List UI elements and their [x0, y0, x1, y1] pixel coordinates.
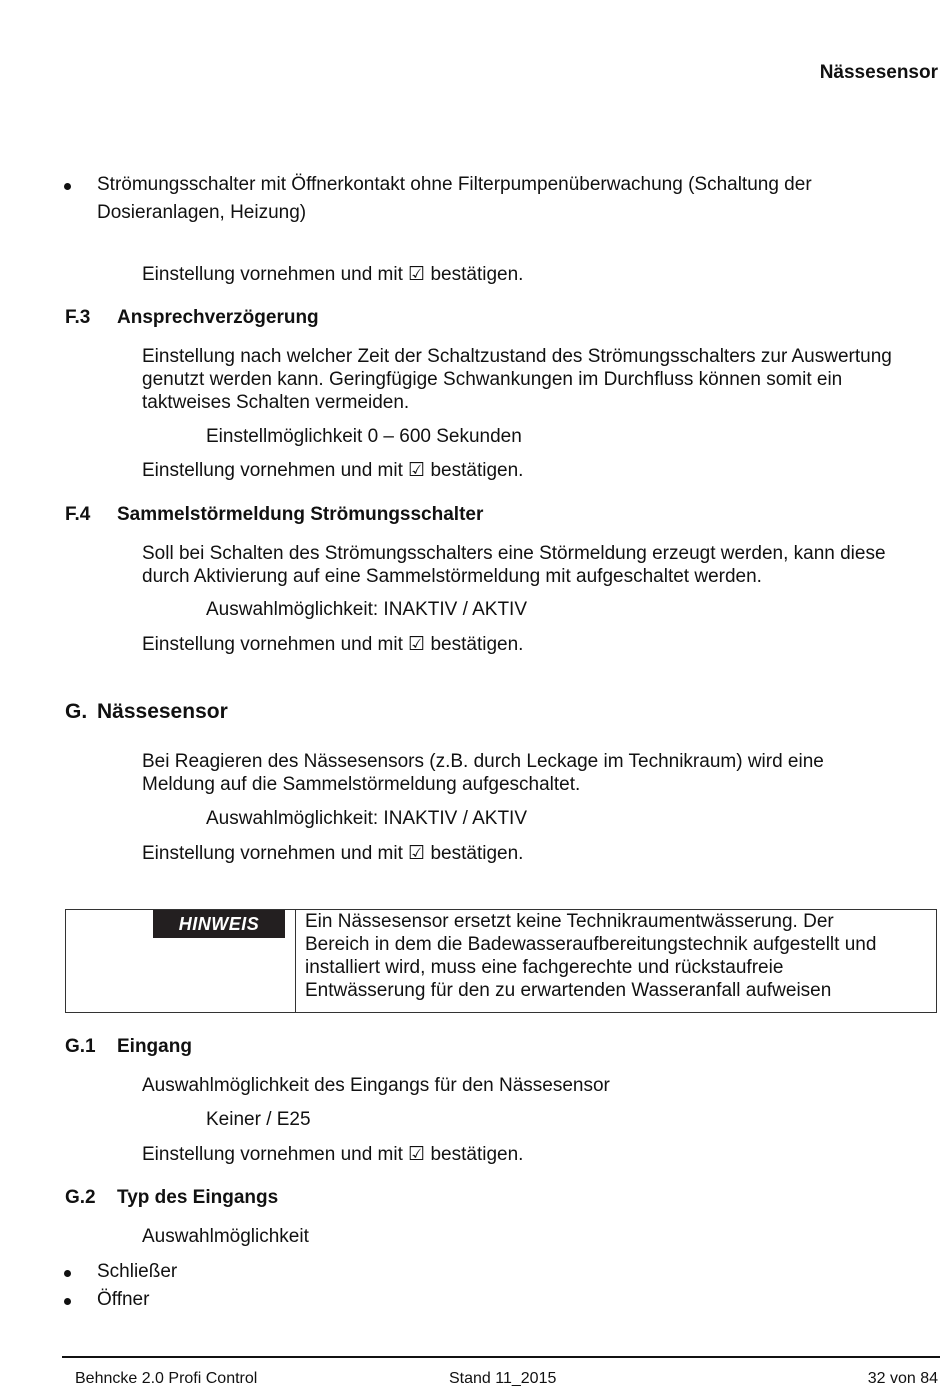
- g2-bullet-item: Öffner: [97, 1289, 150, 1310]
- g-option: Auswahlmöglichkeit: INAKTIV / AKTIV: [206, 808, 528, 829]
- g-text-line1: Bei Reagieren des Nässesensors (z.B. durch Leckage im Technikraum) wird eine: [142, 751, 824, 772]
- f3-title: Ansprechverzögerung: [117, 307, 319, 328]
- f3-option: Einstellmöglichkeit 0 – 600 Sekunden: [206, 426, 522, 447]
- f3-text-line2: genutzt werden kann. Geringfügige Schwankungen im Durchfluss können somit ein: [142, 369, 843, 390]
- intro-confirm: Einstellung vornehmen und mit ☑ bestätigen.: [142, 264, 524, 285]
- f4-text-line1: Soll bei Schalten des Strömungsschalters eine Störmeldung erzeugt werden, kann diese: [142, 543, 886, 564]
- g1-confirm: Einstellung vornehmen und mit ☑ bestätigen.: [142, 1144, 524, 1165]
- g-number: G.: [65, 700, 88, 723]
- intro-bullet-line1: Strömungsschalter mit Öffnerkontakt ohne Filterpumpenüberwachung (Schaltung der: [97, 174, 812, 195]
- notice-line4: Entwässerung für den zu erwartenden Wasseranfall aufweisen: [305, 980, 832, 1001]
- f3-number: F.3: [65, 307, 91, 328]
- bullet-marker: [64, 1270, 71, 1277]
- footer-page-number: 32 von 84: [867, 1370, 938, 1387]
- g2-title: Typ des Eingangs: [117, 1187, 279, 1208]
- notice-badge: HINWEIS: [153, 910, 285, 938]
- notice-box: [65, 909, 937, 1013]
- g-text-line2: Meldung auf die Sammelstörmeldung aufgeschaltet.: [142, 774, 581, 795]
- intro-bullet-line2: Dosieranlagen, Heizung): [97, 202, 307, 223]
- f4-option: Auswahlmöglichkeit: INAKTIV / AKTIV: [206, 599, 528, 620]
- bullet-marker: [64, 183, 71, 190]
- f3-confirm: Einstellung vornehmen und mit ☑ bestätigen.: [142, 460, 524, 481]
- g2-number: G.2: [65, 1187, 96, 1208]
- g-title: Nässesensor: [97, 700, 228, 723]
- f3-text-line1: Einstellung nach welcher Zeit der Schaltzustand des Strömungsschalters zur Auswertung: [142, 346, 892, 367]
- f4-confirm: Einstellung vornehmen und mit ☑ bestätigen.: [142, 634, 524, 655]
- notice-text: [305, 910, 925, 1002]
- f4-number: F.4: [65, 504, 91, 525]
- footer-left: Behncke 2.0 Profi Control: [75, 1370, 258, 1387]
- g2-text: Auswahlmöglichkeit: [142, 1226, 309, 1247]
- footer-center: Stand 11_2015: [449, 1370, 557, 1387]
- g2-bullet-item: Schließer: [97, 1261, 178, 1282]
- g1-text: Auswahlmöglichkeit des Eingangs für den Nässesensor: [142, 1075, 610, 1096]
- notice-line1: Ein Nässesensor ersetzt keine Technikraumentwässerung. Der: [305, 911, 834, 932]
- g1-number: G.1: [65, 1036, 96, 1057]
- g1-title: Eingang: [117, 1036, 192, 1057]
- footer-divider: [62, 1356, 940, 1358]
- f3-text-line3: taktweises Schalten vermeiden.: [142, 392, 410, 413]
- page-header-title: Nässesensor: [819, 62, 938, 83]
- f4-text-line2: durch Aktivierung auf eine Sammelstörmeldung mit aufgeschaltet werden.: [142, 566, 762, 587]
- notice-divider: [295, 910, 296, 1012]
- bullet-marker: [64, 1298, 71, 1305]
- f4-title: Sammelstörmeldung Strömungsschalter: [117, 504, 484, 525]
- notice-line3: installiert wird, muss eine fachgerechte und rückstaufreie: [305, 957, 784, 978]
- g-confirm: Einstellung vornehmen und mit ☑ bestätigen.: [142, 843, 524, 864]
- notice-line2: Bereich in dem die Badewasseraufbereitungstechnik aufgestellt und: [305, 934, 877, 955]
- g1-option: Keiner / E25: [206, 1109, 311, 1130]
